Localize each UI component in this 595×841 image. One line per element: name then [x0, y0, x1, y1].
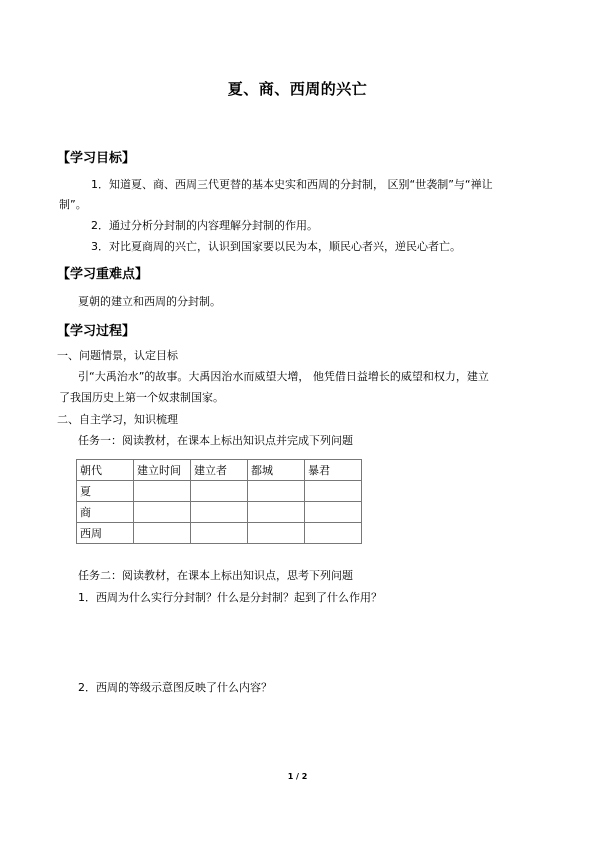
table-cell-blank	[248, 481, 305, 502]
table-cell-blank	[134, 523, 191, 544]
learning-goals-heading: 【学习目标】	[57, 151, 136, 166]
table-cell-blank	[305, 502, 362, 523]
question-2: 2．西周的等级示意图反映了什么内容？	[78, 681, 272, 694]
part-2-title: 二、自主学习，知识梳理	[57, 413, 178, 426]
key-points-heading: 【学习重难点】	[57, 267, 149, 282]
table-cell-blank	[191, 502, 248, 523]
table-cell-blank	[248, 502, 305, 523]
table-cell-blank	[191, 481, 248, 502]
goal-item-3: 3．对比夏商周的兴亡，认识到国家要以民为本，顺民心者兴，逆民心者亡。	[91, 240, 461, 253]
table-cell-dynasty: 夏	[77, 481, 134, 502]
part-1-line-1: 引“大禹治水”的故事。大禹因治水而威望大增， 他凭借日益增长的威望和权力，建立	[78, 370, 489, 383]
table-header-cell: 朝代	[77, 460, 134, 481]
task-2-text: 任务二：阅读教材，在课本上标出知识点，思考下列问题	[78, 569, 353, 582]
table-header-row	[77, 460, 362, 481]
table-cell-blank	[305, 481, 362, 502]
table-row	[77, 523, 362, 544]
goal-item-1-line-2: 制”。	[59, 198, 87, 211]
task-1-text: 任务一：阅读教材，在课本上标出知识点并完成下列问题	[78, 434, 353, 447]
learning-process-heading: 【学习过程】	[57, 324, 136, 339]
table-row	[77, 481, 362, 502]
table-header-cell: 暴君	[305, 460, 362, 481]
table-cell-blank	[248, 523, 305, 544]
table-cell-dynasty: 商	[77, 502, 134, 523]
table-cell-dynasty: 西周	[77, 523, 134, 544]
dynasty-table	[76, 459, 362, 544]
table-header-cell: 建立时间	[134, 460, 191, 481]
table-cell-blank	[134, 481, 191, 502]
page-number: 1 / 2	[287, 772, 308, 781]
table-header-cell: 建立者	[191, 460, 248, 481]
question-1: 1．西周为什么实行分封制？什么是分封制？起到了什么作用？	[78, 591, 382, 604]
key-points-text: 夏朝的建立和西周的分封制。	[78, 295, 221, 308]
table-cell-blank	[191, 523, 248, 544]
table-header-cell: 都城	[248, 460, 305, 481]
document-title: 夏、商、西周的兴亡	[227, 80, 368, 98]
table-row	[77, 502, 362, 523]
goal-item-1-line-1: 1．知道夏、商、西周三代更替的基本史实和西周的分封制， 区别“世袭制”与“禅让	[91, 178, 493, 191]
table-cell-blank	[305, 523, 362, 544]
table-cell-blank	[134, 502, 191, 523]
goal-item-2: 2．通过分析分封制的内容理解分封制的作用。	[91, 219, 318, 232]
part-1-title: 一、问题情景，认定目标	[57, 349, 178, 362]
part-1-line-2: 了我国历史上第一个奴隶制国家。	[59, 391, 224, 404]
